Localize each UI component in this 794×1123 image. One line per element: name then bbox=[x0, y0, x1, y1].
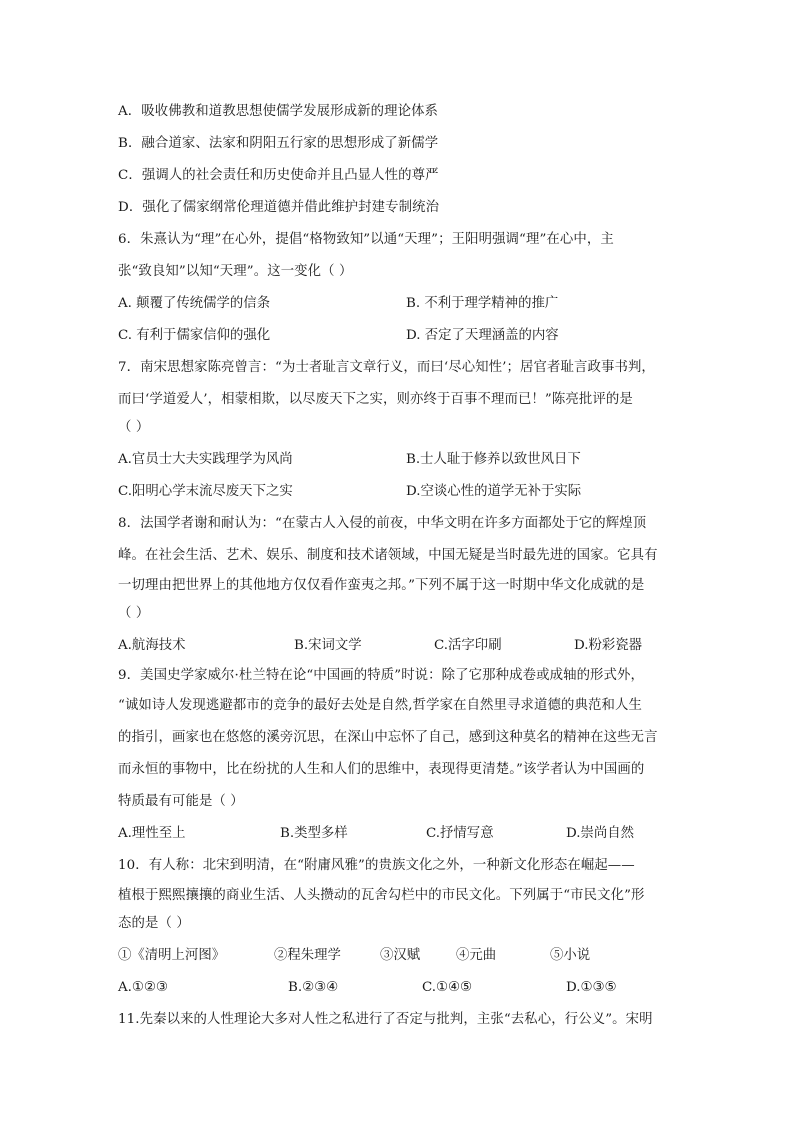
q8-option-c: C.活字印刷 bbox=[434, 638, 502, 653]
q10-option-d: D.①③⑤ bbox=[566, 980, 617, 995]
q11-stem-line1: 11.先秦以来的人性理论大多对人性之私进行了否定与批判，主张“去私心，行公义”。宋明 bbox=[118, 1012, 653, 1027]
q10-item-2: ②程朱理学 bbox=[274, 948, 341, 963]
q6-option-a: A. 颠覆了传统儒学的信条 bbox=[118, 296, 271, 311]
q9-option-b: B.类型多样 bbox=[280, 826, 348, 841]
q7-options-row2 bbox=[118, 483, 678, 501]
q9-option-a: A.理性至上 bbox=[118, 826, 186, 841]
q5-option-c: C．强调人的社会责任和历史使命并且凸显人性的尊严 bbox=[118, 168, 439, 183]
q6-options-row2 bbox=[118, 327, 678, 345]
q9-stem-line3: 的指引，画家也在悠悠的溪旁沉思，在深山中忘怀了自己，感到这种莫名的精神在这些无言 bbox=[118, 730, 658, 745]
q7-stem-line2: 而曰‘学道爱人’，相蒙相欺，以尽废天下之实，则亦终于百事不理而已！”陈亮批评的是 bbox=[118, 392, 633, 407]
q9-stem-line2: “诚如诗人发现逃避都市的竞争的最好去处是自然,哲学家在自然里寻求道德的典范和人生 bbox=[118, 698, 642, 713]
q10-option-c: C.①④⑤ bbox=[422, 980, 473, 995]
q10-item-4: ④元曲 bbox=[456, 948, 497, 963]
q10-item-1: ①《清明上河图》 bbox=[118, 948, 226, 963]
q6-stem-line2: 张“致良知”以知“天理”。这一变化（ ） bbox=[118, 264, 353, 279]
q7-option-b: B.士人耻于修养以致世风日下 bbox=[406, 452, 581, 467]
q10-items-row bbox=[118, 947, 678, 965]
q5-option-b: B．融合道家、法家和阴阳五行家的思想形成了新儒学 bbox=[118, 136, 439, 151]
q10-stem-line2: 植根于熙熙攘攘的商业生活、人头攒动的瓦舍勾栏中的市民文化。下列属于“市民文化”形 bbox=[118, 888, 645, 903]
q10-option-a: A.①②③ bbox=[118, 980, 168, 995]
q9-stem-line4: 而永恒的事物中，比在纷扰的人生和人们的思维中，表现得更清楚。”该学者认为中国画的 bbox=[118, 762, 645, 777]
q10-option-b: B.②③④ bbox=[288, 980, 339, 995]
q9-stem-line5: 特质最有可能是（ ） bbox=[118, 794, 244, 809]
q6-option-d: D. 否定了天理涵盖的内容 bbox=[406, 328, 559, 343]
q5-option-a: A．吸收佛教和道教思想使儒学发展形成新的理论体系 bbox=[118, 104, 439, 119]
q10-stem-line1: 10．有人称：北宋到明清，在“附庸风雅”的贵族文化之外，一种新文化形态在崛起—— bbox=[118, 858, 635, 873]
q8-stem-line4: （ ） bbox=[118, 606, 150, 621]
q9-stem-line1: 9．美国史学家威尔·杜兰特在论“中国画的特质”时说：除了它那种成卷或成轴的形式外， bbox=[118, 668, 645, 683]
q6-options-row1 bbox=[118, 295, 678, 313]
q6-option-c: C. 有利于儒家信仰的强化 bbox=[118, 328, 271, 343]
q9-options-row bbox=[118, 825, 678, 843]
q8-option-b: B.宋词文学 bbox=[294, 638, 362, 653]
q9-option-c: C.抒情写意 bbox=[426, 826, 494, 841]
q7-options-row1 bbox=[118, 451, 678, 469]
q7-stem-line1: 7．南宋思想家陈亮曾言：“为士者耻言文章行义，而曰‘尽心知性’；居官者耻言政事书判， bbox=[118, 360, 655, 375]
q10-item-5: ⑤小说 bbox=[550, 948, 591, 963]
q8-stem-line3: 一切理由把世界上的其他地方仅仅看作蛮夷之邦。”下列不属于这一时期中华文化成就的是 bbox=[118, 578, 645, 593]
q9-option-d: D.崇尚自然 bbox=[566, 826, 635, 841]
q7-stem-line3: （ ） bbox=[118, 420, 150, 435]
q7-option-a: A.官员士大夫实践理学为风尚 bbox=[118, 452, 293, 467]
q8-option-a: A.航海技术 bbox=[118, 638, 186, 653]
q6-stem-line1: 6．朱熹认为“理”在心外，提倡“格物致知”以通“天理”；王阳明强调“理”在心中，主 bbox=[118, 232, 614, 247]
q5-option-d: D．强化了儒家纲常伦理道德并借此维护封建专制统治 bbox=[118, 200, 440, 215]
q7-option-c: C.阳明心学末流尽废天下之实 bbox=[118, 484, 293, 499]
q10-options-row bbox=[118, 979, 678, 997]
q10-stem-line3: 态的是（ ） bbox=[118, 916, 190, 931]
q8-options-row bbox=[118, 637, 678, 655]
q8-stem-line1: 8．法国学者谢和耐认为：“在蒙古人入侵的前夜，中华文明在许多方面都处于它的辉煌顶 bbox=[118, 516, 647, 531]
q8-stem-line2: 峰。在社会生活、艺术、娱乐、制度和技术诸领域，中国无疑是当时最先进的国家。它具有 bbox=[118, 548, 658, 563]
q7-option-d: D.空谈心性的道学无补于实际 bbox=[406, 484, 582, 499]
q8-option-d: D.粉彩瓷器 bbox=[574, 638, 643, 653]
q6-option-b: B. 不利于理学精神的推广 bbox=[406, 296, 559, 311]
q10-item-3: ③汉赋 bbox=[380, 948, 421, 963]
